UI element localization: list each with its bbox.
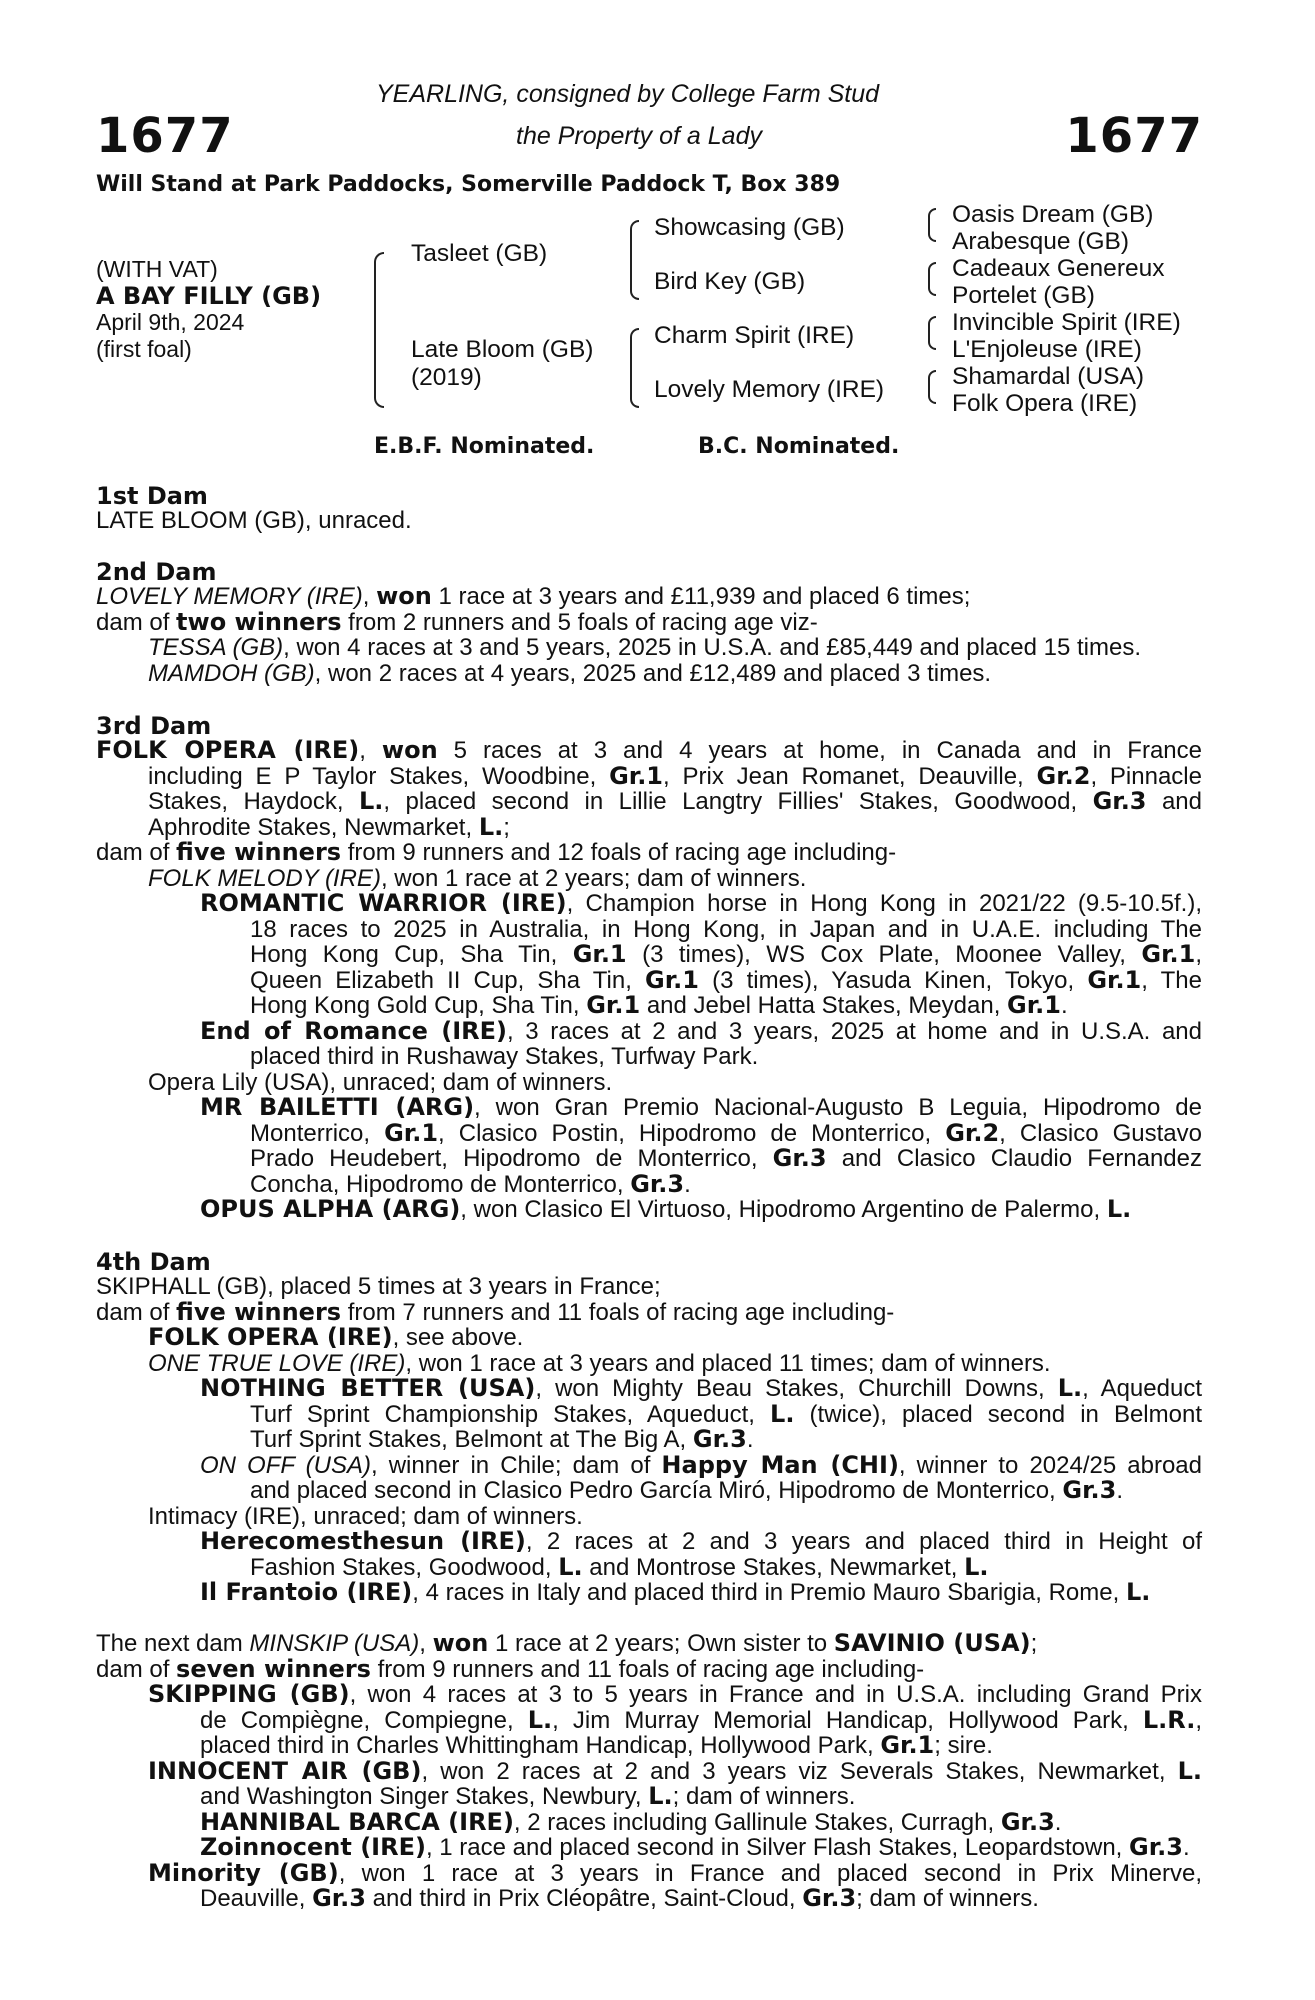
pedigree-brace-ds [928, 316, 936, 350]
text-line: Queen Elizabeth II Cup, Sha Tin, Gr.1 (3 times), Yasuda Kinen, Tokyo, Gr.1, The [250, 965, 1202, 994]
vat-note: (WITH VAT) [96, 256, 218, 282]
text-line: LATE BLOOM (GB), unraced. [96, 507, 412, 534]
text-line: Stakes, Haydock, L., placed second in Lillie Langtry Fillies' Stakes, Goodwood, Gr.3 and [148, 787, 1202, 815]
pedigree-dds: Shamardal (USA) [952, 363, 1144, 390]
text-line: dam of five winners from 7 runners and 11 foals of racing age including- [96, 1297, 895, 1326]
pedigree-brace-sd [928, 262, 936, 296]
text-line: Turf Sprint Stakes, Belmont at The Big A, Gr.3. [250, 1425, 754, 1453]
text-line: dam of two winners from 2 runners and 5 foals of racing age viz- [96, 607, 818, 636]
section-1st-dam: 1st Dam [96, 482, 208, 510]
pedigree-sire: Tasleet (GB) [411, 240, 548, 267]
pedigree-brace-dam [630, 328, 639, 408]
horse-foal-note: (first foal) [96, 336, 192, 362]
horse-dob: April 9th, 2024 [96, 309, 245, 335]
ebf-nomination: E.B.F. Nominated. [374, 434, 595, 459]
bc-nomination: B.C. Nominated. [698, 434, 900, 459]
pedigree-dam: Late Bloom (GB) [411, 336, 594, 363]
pedigree-ss: Showcasing (GB) [654, 214, 845, 241]
text-line: LOVELY MEMORY (IRE), won 1 race at 3 years and £11,939 and placed 6 times; [96, 582, 971, 610]
text-line: Hong Kong Gold Cup, Sha Tin, Gr.1 and Jebel Hatta Stakes, Meydan, Gr.1. [250, 991, 1068, 1019]
text-line: End of Romance (IRE), 3 races at 2 and 3 years, 2025 at home and in U.S.A. and [200, 1016, 1202, 1045]
text-line: Herecomesthesun (IRE), 2 races at 2 and 3 years and placed third in Height of [200, 1527, 1203, 1555]
text-line: SKIPHALL (GB), placed 5 times at 3 years in France; [96, 1273, 661, 1300]
text-line: Hong Kong Cup, Sha Tin, Gr.1 (3 times), WS Cox Plate, Moonee Valley, Gr.1, [250, 940, 1202, 968]
section-3rd-dam: 3rd Dam [96, 712, 212, 740]
text-line: Deauville, Gr.3 and third in Prix Cléopâtre, Saint-Cloud, Gr.3; dam of winners. [200, 1884, 1039, 1912]
text-line: Intimacy (IRE), unraced; dam of winners. [148, 1502, 583, 1530]
text-line: ON OFF (USA), winner in Chile; dam of Happy Man (CHI), winner to 2024/25 abroad [200, 1450, 1202, 1479]
pedigree-dd: Lovely Memory (IRE) [654, 376, 885, 403]
section-2nd-dam: 2nd Dam [96, 558, 217, 586]
pedigree-brace-main [374, 252, 384, 408]
pedigree-dam-year: (2019) [411, 364, 482, 391]
pedigree-sds: Cadeaux Genereux [952, 255, 1165, 282]
pedigree-sdd: Portelet (GB) [952, 282, 1095, 309]
text-line: MAMDOH (GB), won 2 races at 4 years, 2025 and £12,489 and placed 3 times. [148, 659, 992, 687]
text-line: ONE TRUE LOVE (IRE), won 1 race at 3 years and placed 11 times; dam of winners. [148, 1349, 1051, 1377]
text-line: TESSA (GB), won 4 races at 3 and 5 years, 2025 in U.S.A. and £85,449 and placed 15 times. [148, 634, 1142, 661]
text-line: placed third in Rushaway Stakes, Turfway Park. [250, 1043, 759, 1070]
text-line: Minority (GB), won 1 race at 3 years in France and placed second in Prix Minerve, [148, 1858, 1203, 1887]
text-line: FOLK MELODY (IRE), won 1 race at 2 years; dam of winners. [148, 864, 807, 892]
pedigree-dss: Invincible Spirit (IRE) [952, 309, 1181, 336]
lot-number-right: 1677 [1065, 108, 1203, 164]
text-line: Zoinnocent (IRE), 1 race and placed second in Silver Flash Stakes, Leopardstown, Gr.3. [200, 1833, 1190, 1861]
text-line: ROMANTIC WARRIOR (IRE), Champion horse in Hong Kong in 2021/22 (9.5-10.5f.), [200, 889, 1202, 917]
text-line: Prado Heudebert, Hipodromo de Monterrico, Gr.3 and Clasico Claudio Fernandez [250, 1144, 1202, 1172]
text-line: Turf Sprint Championship Stakes, Aqueduct, L. (twice), placed second in Belmont [250, 1399, 1202, 1428]
section-4th-dam: 4th Dam [96, 1248, 211, 1276]
pedigree-ssd: Arabesque (GB) [952, 228, 1130, 255]
text-line: INNOCENT AIR (GB), won 2 races at 2 and 3 years viz Severals Stakes, Newmarket, L. [148, 1756, 1203, 1785]
text-line: HANNIBAL BARCA (IRE), 2 races including Gallinule Stakes, Curragh, Gr.3. [200, 1807, 1062, 1836]
text-line: Concha, Hipodromo de Monterrico, Gr.3. [250, 1169, 691, 1198]
stabling-location: Will Stand at Park Paddocks, Somerville Paddock T, Box 389 [96, 172, 841, 197]
text-line: MR BAILETTI (ARG), won Gran Premio Nacional-Augusto B Leguia, Hipodromo de [200, 1093, 1202, 1121]
sale-heading: YEARLING, consigned by College Farm Stud [376, 80, 880, 108]
text-line: including E P Taylor Stakes, Woodbine, Gr.1, Prix Jean Romanet, Deauville, Gr.2, Pinnacle [148, 761, 1202, 790]
pedigree-sss: Oasis Dream (GB) [952, 201, 1154, 228]
pedigree-brace-ss [928, 208, 936, 242]
pedigree-dsd: L'Enjoleuse (IRE) [952, 336, 1142, 363]
pedigree-brace-sire [630, 220, 639, 300]
text-line: Fashion Stakes, Goodwood, L. and Montrose Stakes, Newmarket, L. [250, 1552, 989, 1581]
text-line: dam of five winners from 9 runners and 12 foals of racing age including- [96, 838, 897, 866]
text-line: OPUS ALPHA (ARG), won Clasico El Virtuoso, Hipodromo Argentino de Palermo, L. [200, 1195, 1132, 1223]
text-line: de Compiègne, Compiegne, L., Jim Murray Memorial Handicap, Hollywood Park, L.R., [200, 1705, 1202, 1734]
text-line: Opera Lily (USA), unraced; dam of winners. [148, 1068, 613, 1096]
text-line: 18 races to 2025 in Australia, in Hong Kong, in Japan and in U.A.E. including The [250, 915, 1202, 943]
text-line: FOLK OPERA (IRE), won 5 races at 3 and 4 years at home, in Canada and in France [96, 736, 1202, 764]
text-line: and placed second in Clasico Pedro García Miró, Hipodromo de Monterrico, Gr.3. [250, 1476, 1123, 1504]
vendor-line: the Property of a Lady [516, 122, 762, 150]
horse-name: A BAY FILLY (GB) [96, 282, 322, 310]
pedigree-ddd: Folk Opera (IRE) [952, 390, 1138, 417]
text-line: The next dam MINSKIP (USA), won 1 race at 2 years; Own sister to SAVINIO (USA); [96, 1629, 1038, 1657]
pedigree-brace-dd [928, 370, 936, 404]
pedigree-ds: Charm Spirit (IRE) [654, 322, 855, 349]
text-line: Il Frantoio (IRE), 4 races in Italy and placed third in Premio Mauro Sbarigia, Rome, L. [200, 1578, 1151, 1606]
lot-number-left: 1677 [96, 108, 234, 164]
pedigree-sd: Bird Key (GB) [654, 268, 806, 295]
text-line: and Washington Singer Stakes, Newbury, L.; dam of winners. [200, 1782, 856, 1810]
text-line: FOLK OPERA (IRE), see above. [148, 1323, 524, 1351]
text-line: Aphrodite Stakes, Newmarket, L.; [148, 812, 510, 841]
text-line: NOTHING BETTER (USA), won Mighty Beau Stakes, Churchill Downs, L., Aqueduct [200, 1374, 1202, 1402]
text-line: placed third in Charles Whittingham Handicap, Hollywood Park, Gr.1; sire. [200, 1731, 993, 1759]
text-line: SKIPPING (GB), won 4 races at 3 to 5 years in France and in U.S.A. including Grand Prix [148, 1680, 1202, 1708]
text-line: dam of seven winners from 9 runners and 11 foals of racing age including- [96, 1654, 925, 1683]
text-line: Monterrico, Gr.1, Clasico Postin, Hipodromo de Monterrico, Gr.2, Clasico Gustavo [250, 1118, 1203, 1147]
